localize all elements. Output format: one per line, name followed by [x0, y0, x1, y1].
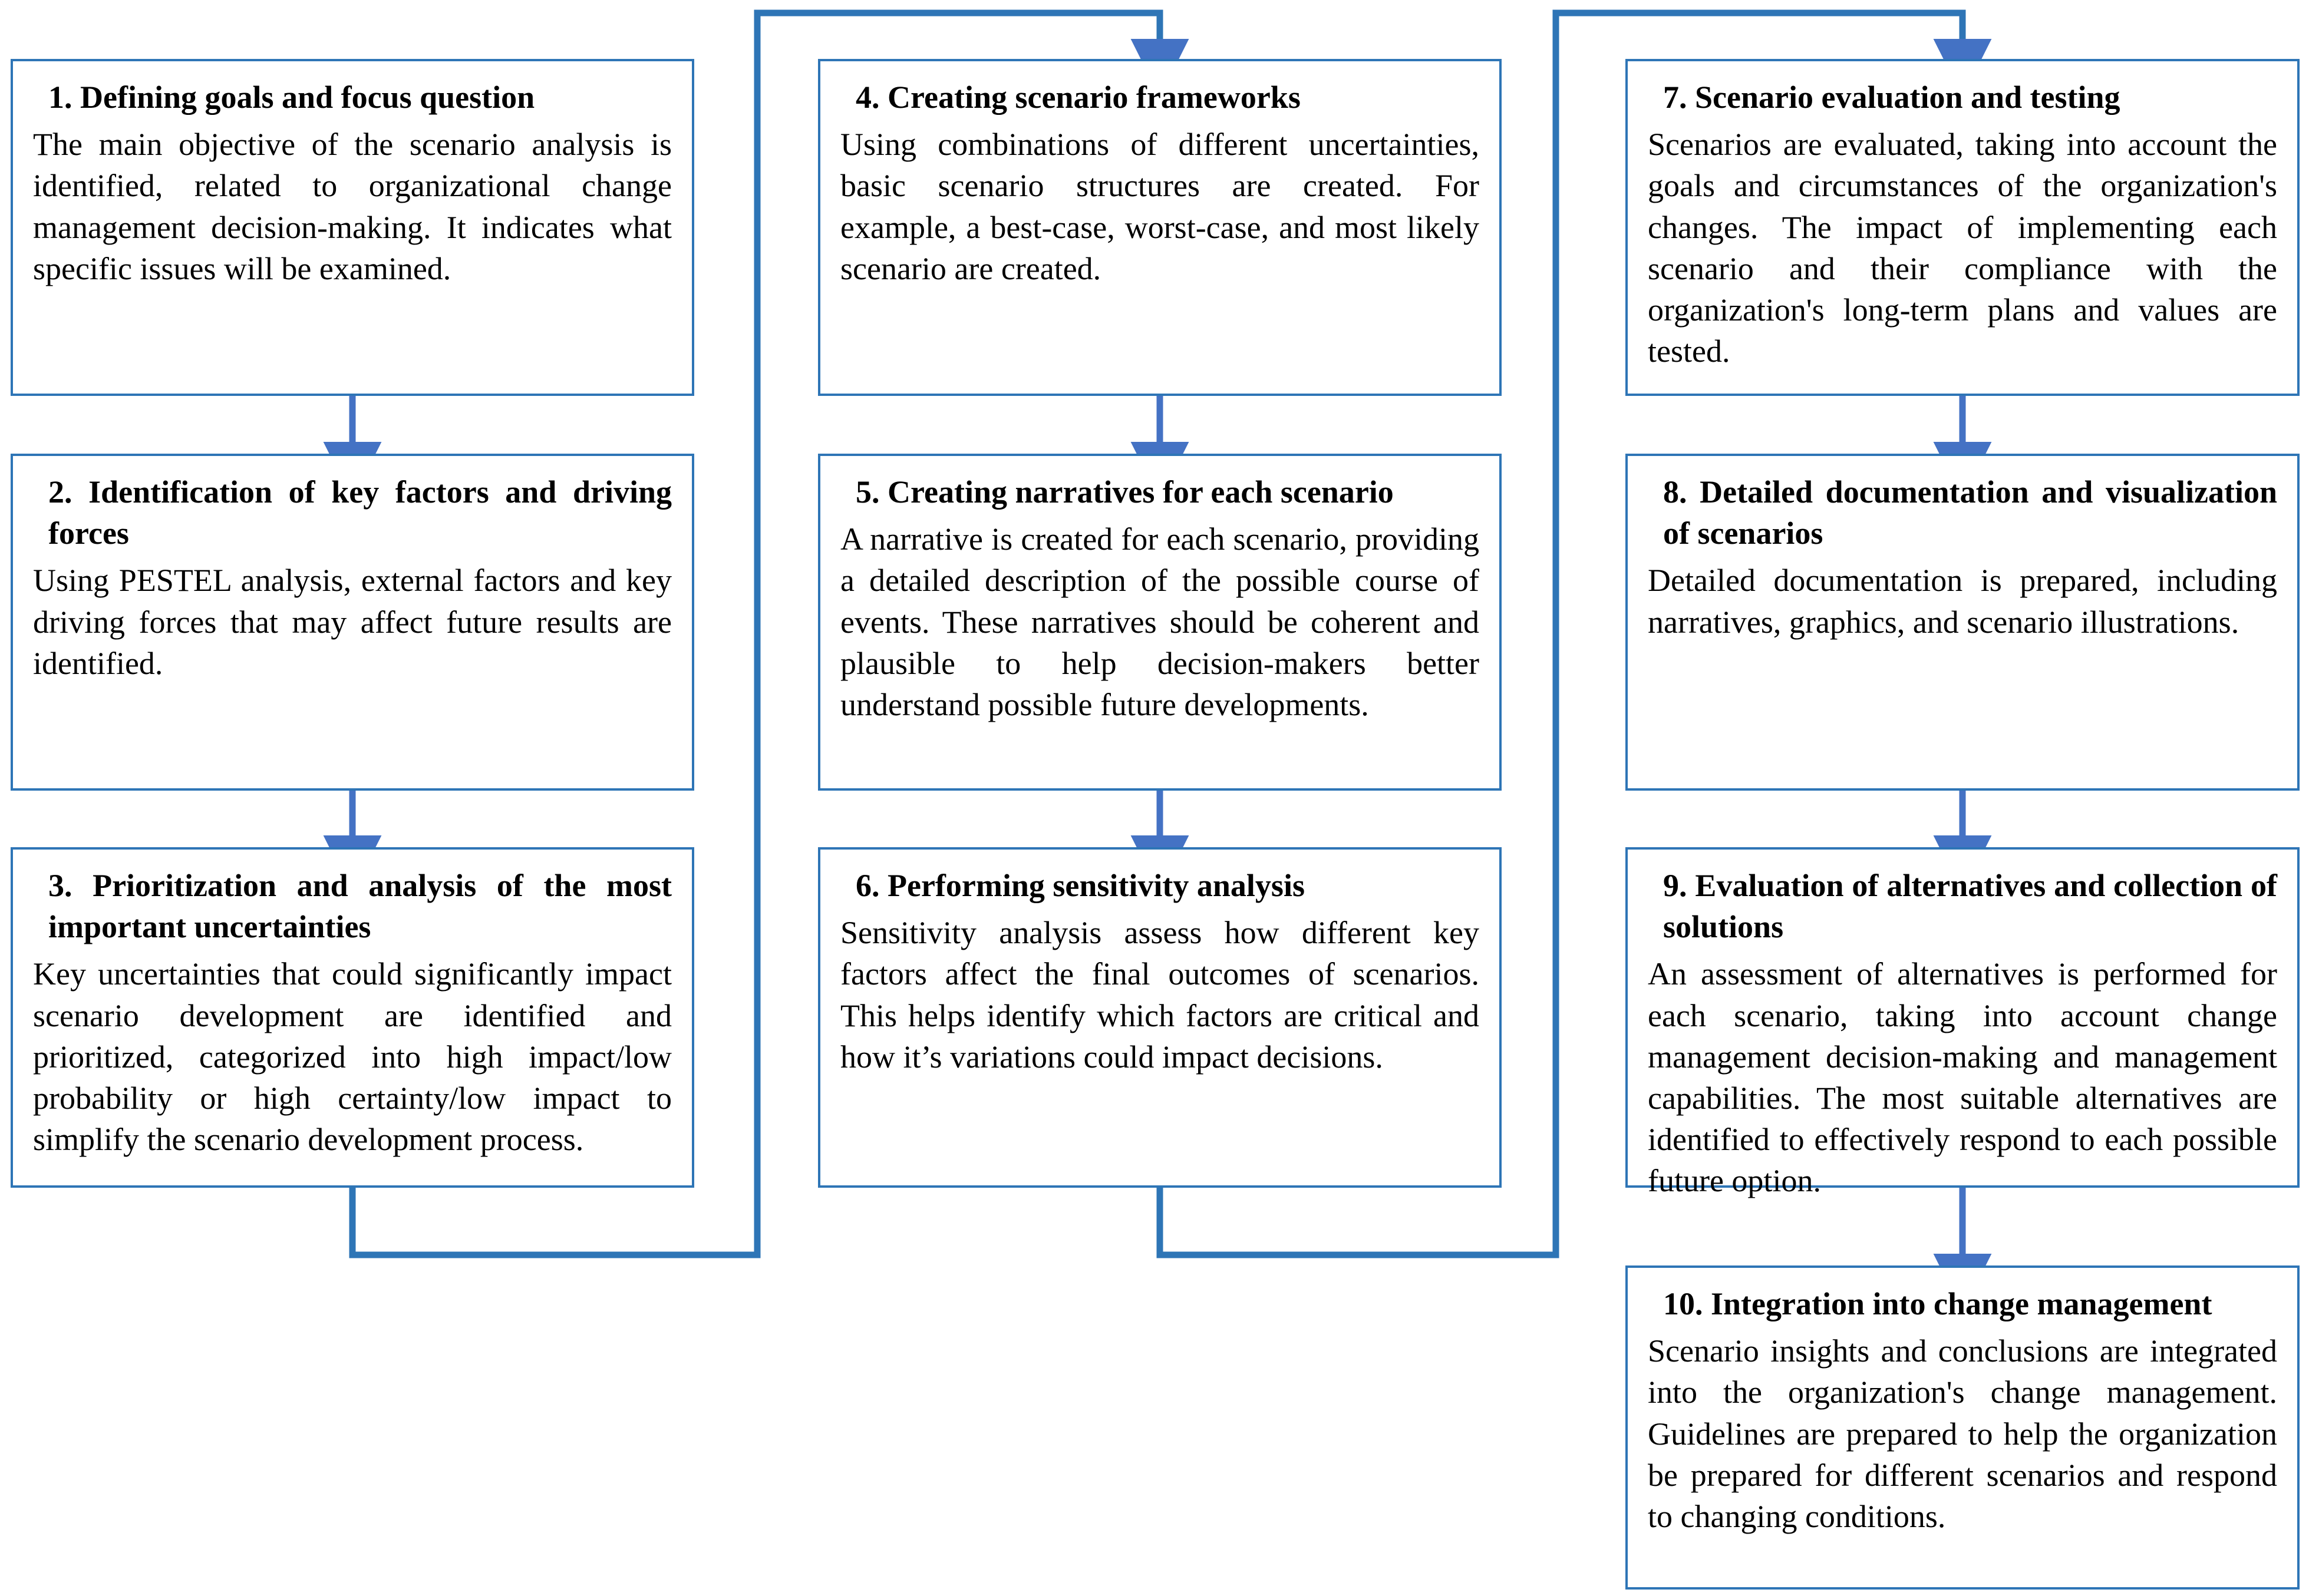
process-step-box-8[interactable]: [1625, 454, 2300, 791]
step-6-body: Sensitivity analysis assess how different key factors affect the final outcomes of scenarios. This helps identify which factors are critical and how it’s variations could impact decisions.: [840, 915, 1479, 1075]
process-step-box-1[interactable]: [11, 59, 694, 396]
step-8-body: Detailed documentation is prepared, including narratives, graphics, and scenario illustrations.: [1648, 563, 2277, 640]
step-2-title: 2. Identification of key factors and driving forces: [48, 474, 672, 551]
process-step-box-5[interactable]: [818, 454, 1502, 791]
step-8-title: 8. Detailed documentation and visualization of scenarios: [1663, 474, 2277, 551]
process-step-box-7[interactable]: [1625, 59, 2300, 396]
step-3-body: Key uncertainties that could significantly impact scenario development are identified and prioritized, categorized into high impact/low probability or high certainty/low impact to simplify the scenario development process.: [33, 956, 672, 1158]
step-10-title: 10. Integration into change management: [1663, 1286, 2212, 1321]
step-7-title: 7. Scenario evaluation and testing: [1663, 80, 2120, 115]
step-3-title: 3. Prioritization and analysis of the most important uncertainties: [48, 868, 672, 945]
process-step-box-9[interactable]: [1625, 847, 2300, 1199]
process-step-box-3[interactable]: [11, 847, 694, 1188]
process-step-box-6[interactable]: [818, 847, 1502, 1188]
step-9-body: An assessment of alternatives is performed for each scenario, taking into account change management decision-making and management capabilities. The most suitable alternatives are identified to effectively respond to each possible future option.: [1648, 956, 2277, 1199]
process-step-box-10[interactable]: [1625, 1265, 2300, 1590]
step-2-body: Using PESTEL analysis, external factors and key driving forces that may affect future results are identified.: [33, 563, 672, 681]
step-5-title: 5. Creating narratives for each scenario: [856, 474, 1394, 510]
step-9-title: 9. Evaluation of alternatives and collection of solutions: [1663, 868, 2277, 945]
process-step-box-4[interactable]: [818, 59, 1502, 396]
step-10-body: Scenario insights and conclusions are integrated into the organization's change management. Guidelines are prepared to help the organization be prepared for different scenarios and respond to changing conditions.: [1648, 1333, 2277, 1534]
step-4-title: 4. Creating scenario frameworks: [856, 80, 1301, 115]
step-1-title: 1. Defining goals and focus question: [48, 80, 535, 115]
step-1-body: The main objective of the scenario analysis is identified, related to organizational change management decision-making. It indicates what specific issues will be examined.: [33, 127, 672, 286]
step-7-body: Scenarios are evaluated, taking into account the goals and circumstances of the organization's changes. The impact of implementing each scenario and their compliance with the organization's long-term plans and values are tested.: [1648, 127, 2277, 369]
step-4-body: Using combinations of different uncertainties, basic scenario structures are created. For example, a best-case, worst-case, and most likely scenario are created.: [840, 127, 1479, 286]
process-step-box-2[interactable]: [11, 454, 694, 791]
step-5-body: A narrative is created for each scenario, providing a detailed description of the possible course of events. These narratives should be coherent and plausible to help decision-makers better understand possible future developments.: [840, 521, 1479, 722]
step-6-title: 6. Performing sensitivity analysis: [856, 868, 1305, 903]
